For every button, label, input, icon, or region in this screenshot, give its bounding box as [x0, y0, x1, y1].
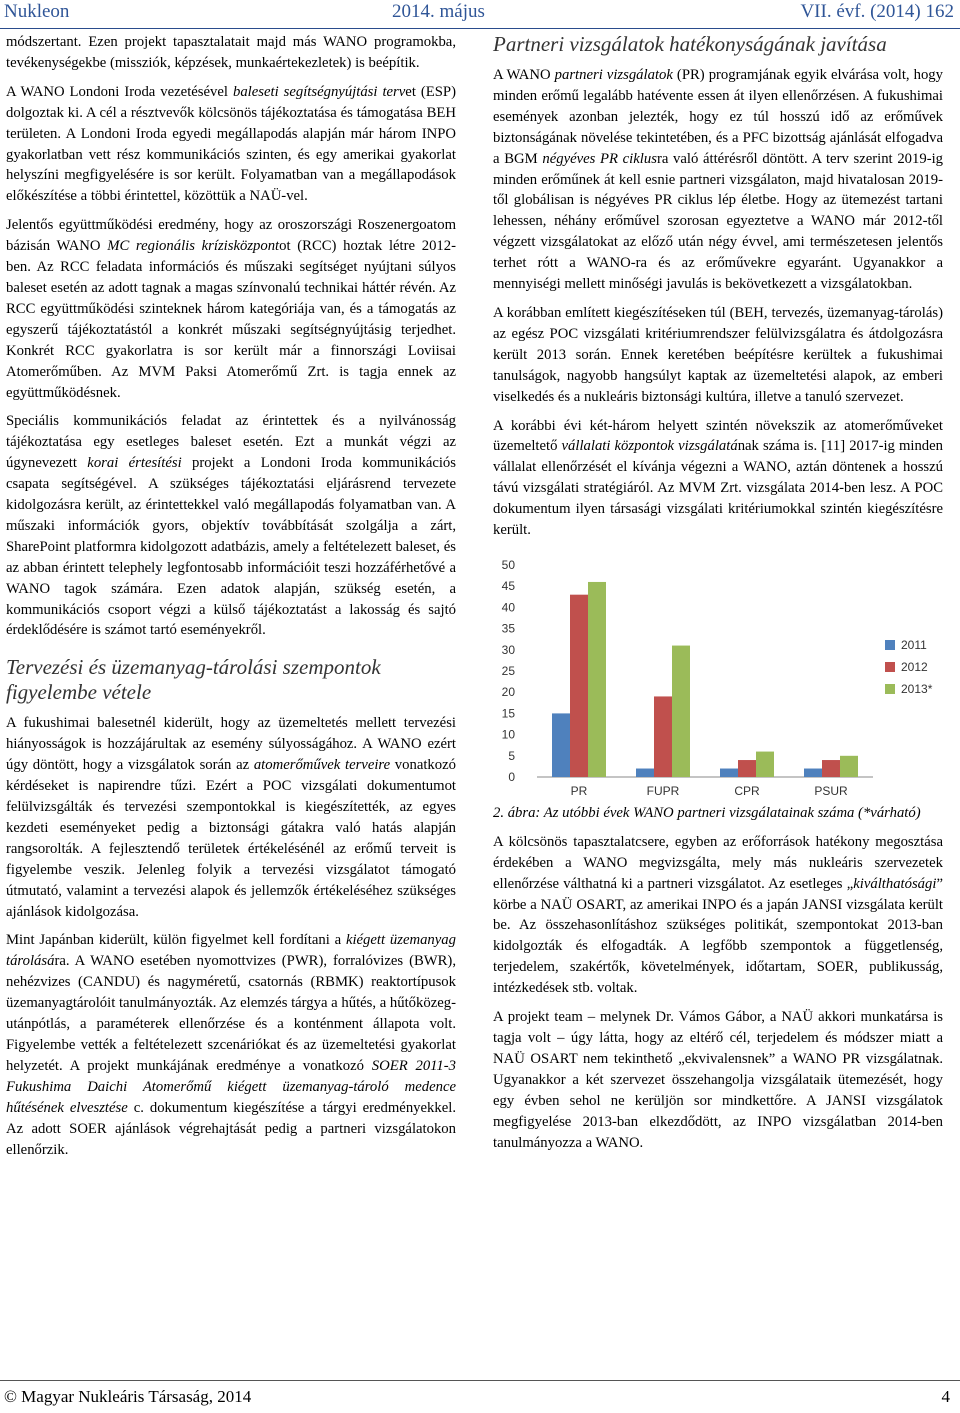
bar-fupr-2013 — [672, 645, 690, 776]
y-tick-label: 50 — [501, 557, 515, 572]
issue-date: 2014. május — [392, 1, 485, 22]
right-column — [493, 32, 943, 1153]
paragraph: A projekt team – melynek Dr. Vámos Gábor, a NAÜ akkori munkatársa is tagja volt – úgy látta, hogy az eltérő cél, terjedelem és módszer miatt a NAÜ OSART nem tekinthető „ekvivalensnek” a WANO PR vizsgálatnak. Ugyanakkor a két szervezet összehangolja vizsgálataik ütemezését, hogy egy évben sehol ne kerüljön sor mindkettőre. A JANSI vizsgálatok megfigyelése 2013-ban elkezdődött, az INPO vizsgálatban 2014-ben tanulmányozza a WANO. — [493, 1009, 943, 1151]
legend-label: 2012 — [901, 659, 928, 674]
paragraph: Mint Japánban kiderült, külön figyelmet kell fordítani a kiégett üzemanyag tárolására. A WANO esetében nyomottvizes (PWR), forralóvizes (BWR), nehézvizes (CANDU) és nagyméretű, csatornás (RBMK) reaktortípusok üzemanyagtárolóit tanulmányozták. Az elemzés tárgya a hűtés, a hűtőközeg-utánpótlás, a paraméterek ellenőrzése és a konténment állapota volt. Figyelembe vették a feltételezett szcenáriókat és az üzemeltetési gyakorlat helyzetét. A projekt munkájának eredménye a vonatkozó SOER 2011-3 Fukushima Daichi Atomerőmű kiégett üzemanyag-tároló medence hűtésének elvesztése c. dokumentum kiegészítése a tárgyi eredményekkel. Az adott SOER ajánlások végrehajtását pedig a partneri vizsgálatokon ellenőrzik. — [6, 932, 456, 1158]
paragraph: Speciális kommunikációs feladat az érintettek és a nyilvánosság tájékoztatása egy esetleges baleset esetén. Ezt a munkát végzi az úgynevezett korai értesítési projekt a Londoni Iroda kommunikációs csapata segítségével. A szükséges tájékoztatási eljárásrend tervezete kidolgozásra került, az érintettekkel való megállapodás folyamatban van. A műszaki információk gyors, objektív továbbítását szolgálja a zárt, SharePoint platformra kidolgozott adatbázis, amely a feltételezett baleset, és az abban érintett telephely legfontosabb információit teszi hozzáférhetővé a WANO tagok számára. Ezen adatok alapján, szükség esetén, a kommunikációs csoport végzi a külső tájékoztatást a lakosság és sajtó érdeklődésére is számot tartó eseményekről. — [6, 413, 456, 639]
left-column — [6, 32, 456, 1160]
copyright: © Magyar Nukleáris Társaság, 2014 — [4, 1387, 252, 1406]
bar-psur-2011 — [804, 768, 822, 776]
bar-cpr-2013 — [756, 751, 774, 776]
y-tick-label: 15 — [501, 706, 515, 721]
bar-chart — [493, 549, 943, 797]
figure-number: 2. ábra: — [493, 804, 541, 821]
legend-swatch-2012 — [885, 662, 895, 672]
page-header — [0, 0, 960, 29]
paragraph: Jelentős együttműködési eredmény, hogy az oroszországi Roszenergoatom bázisán WANO MC regionális krízisközpontot (RCC) hoztak létre 2012-ben. Az RCC feladata információs és műszaki segítséget nyújtani súlyos baleset esetén az adott tagnak a magas színvonalú technikai háttér révén. Az RCC együttműködési szinteknek három kategóriája van, és a támogatás az egyszerű tájékoztatástól a konkrét műszaki segítségnyújtásig terjedhet. Konkrét RCC gyakorlatra is sor került már a finnországi Loviisai Atomerőműben. Az MVM Paksi Atomerőmű Zrt. is tagja ennek az együttműködésnek. — [6, 217, 456, 401]
bar-pr-2012 — [570, 595, 588, 777]
page-number: 4 — [941, 1387, 950, 1406]
x-tick-label: PSUR — [814, 783, 848, 797]
paragraph: A korábbi évi két-három helyett szintén növekszik az atomerőműveket üzemeltető vállalati központok vizsgálatának száma is. [11] 2017-ig minden vállalat ellenőrzését el kívánja végezni a WANO, aztán döntenek a hosszú távú vizsgálati stratégiáról. Az MVM Zrt. vizsgálata 2014-ben lesz. A POC dokumentum ilyen társasági vizsgálati kritériumokkal szintén kiegészítésre került. — [493, 417, 944, 539]
paragraph: A fukushimai balesetnél kiderült, hogy az üzemeltetés mellett tervezési hiányosságok is hozzájárultak az esemény súlyosságához. A WANO ezért úgy döntött, hogy a vizsgálatok során az atomerőművek terveire vonatkozó kérdéseket is napirendre tűzi. Ezért a POC vizsgálati dokumentumot felülvizsgálták és tervezési szempontokkal is kiegészítették, az egyes kezdeti eseményeket pedig a biztonsági gátakra való hatás alapján rangsorolták. A fejlesztendő területek értékelésénél az erőmű terveit is figyelembe veszik. Jelenleg folyik a tervezési vizsgálatot támogató útmutató, valamint a tervezési alapok és jellemzők értékeléséhez szükséges ajánlások kidolgozása. — [6, 715, 456, 920]
y-tick-label: 25 — [501, 663, 515, 678]
section-heading: Partneri vizsgálatok hatékonyságának javítása — [493, 32, 887, 56]
y-tick-label: 40 — [501, 600, 515, 615]
paragraph: módszertant. Ezen projekt tapasztalatait majd más WANO programokba, tevékenységekbe (missziók, képzések, munkaértekezletek) is beépítik. — [6, 34, 456, 71]
legend-swatch-2011 — [885, 640, 895, 650]
x-tick-label: FUPR — [646, 783, 680, 797]
y-tick-label: 5 — [508, 748, 515, 763]
bar-cpr-2012 — [738, 760, 756, 777]
y-tick-label: 0 — [508, 769, 515, 784]
journal-name: Nukleon — [4, 1, 70, 22]
chart-svg — [493, 549, 943, 797]
paragraph: A korábban említett kiegészítéseken túl (BEH, tervezés, üzemanyag-tárolás) az egész POC vizsgálati kritériumrendszer felülvizsgálatra és átdolgozásra került 2013 során. Ennek keretében beépítésre kerültek a fukushimai tanulságok, nagyobb hangsúlyt kaptak az üzemeltetési alapok, az emberi viselkedés és a nukleáris biztonsági kultúra, illetve a tanuló szervezet. — [493, 304, 943, 405]
bar-fupr-2011 — [636, 768, 654, 776]
bar-psur-2013 — [840, 756, 858, 777]
y-tick-label: 10 — [501, 727, 515, 742]
x-tick-label: PR — [570, 783, 588, 797]
y-tick-label: 30 — [501, 642, 515, 657]
legend-label: 2013* — [901, 681, 933, 696]
x-tick-label: CPR — [734, 783, 760, 797]
legend-label: 2011 — [901, 637, 927, 652]
page-footer — [0, 1380, 960, 1413]
bar-pr-2013 — [588, 582, 606, 777]
bar-fupr-2012 — [654, 696, 672, 777]
volume-info: VII. évf. (2014) 162 — [800, 1, 954, 22]
figure-caption — [493, 803, 943, 824]
paragraph: A WANO partneri vizsgálatok (PR) programjának egyik elvárása volt, hogy minden erőmű legalább hatévente essen át ilyen ellenőrzésen. A fukushimai események azonban jelezték, hogy ez túl hosszú idő az erőművek biztonságának növelése tekintetében, és a PFC bizottság ajánlását elfogadva a BGM négyéves PR ciklusra való áttérésről döntött. A terv szerint 2019-ig minden erőműnek át kell esnie partneri vizsgálaton, majd hivatalosan 2019-től globálisan is négyéves PR ciklus lép életbe. Hogy az ütemezést tartani lehessen, néhány erőművel szorosan egyeztetve a WANO már 2012-től végzett vizsgálatokat az előző után négy évvel, ami természetesen jelentős terhet rótt a WANO-ra és az erőművekre egyaránt. Ugyanakkor a mennyiségi mellett minőségi javulás is bekövetkezett a vizsgálatokban. — [493, 67, 944, 293]
legend-swatch-2013 — [885, 684, 895, 694]
bar-cpr-2011 — [720, 768, 738, 776]
figure-caption-text: Az utóbbi évek WANO partneri vizsgálatainak száma (*várható) — [543, 804, 921, 821]
y-tick-label: 45 — [501, 579, 515, 594]
bar-pr-2011 — [552, 713, 570, 777]
paragraph: A WANO Londoni Iroda vezetésével baleseti segítségnyújtási tervet (ESP) dolgoztak ki. A cél a résztvevők kölcsönös tájékoztatása és támogatása BEH területen. A Londoni Iroda egyedi megállapodás alapján már három INPO gyakorlatban vett rész kommunikációs szinten, és egy amerikai gyakorlat helyszíni megfigyelésére is sor került. Folyamatban van a megállapodások előkészítése a többi érintettel, közöttük a NAÜ-vel. — [6, 83, 456, 205]
bar-psur-2012 — [822, 760, 840, 777]
section-heading: Tervezési és üzemanyag-tárolási szempontok figyelembe vétele — [6, 655, 381, 705]
y-tick-label: 35 — [501, 621, 515, 636]
paragraph: A kölcsönös tapasztalatcsere, egyben az erőforrások hatékony megosztása érdekében a WANO megvizsgálta, mely más nukleáris szervezetek ellenőrzése válthatná ki a partneri vizsgálatot. Az esetleges „kiválthatósági” körbe a NAÜ OSART, az amerikai INPO és a japán JANSI vizsgálata került be. Az összehasonlításhoz szükséges politikát, szempontokat 2013-ban kidolgozták és elfogadták. A legfőbb szempontok a függetlenség, terjedelem, szakértők, követelmények, időtartam, SOER, publikusság, intézkedések stb. voltak. — [493, 833, 943, 997]
y-tick-label: 20 — [501, 685, 515, 700]
